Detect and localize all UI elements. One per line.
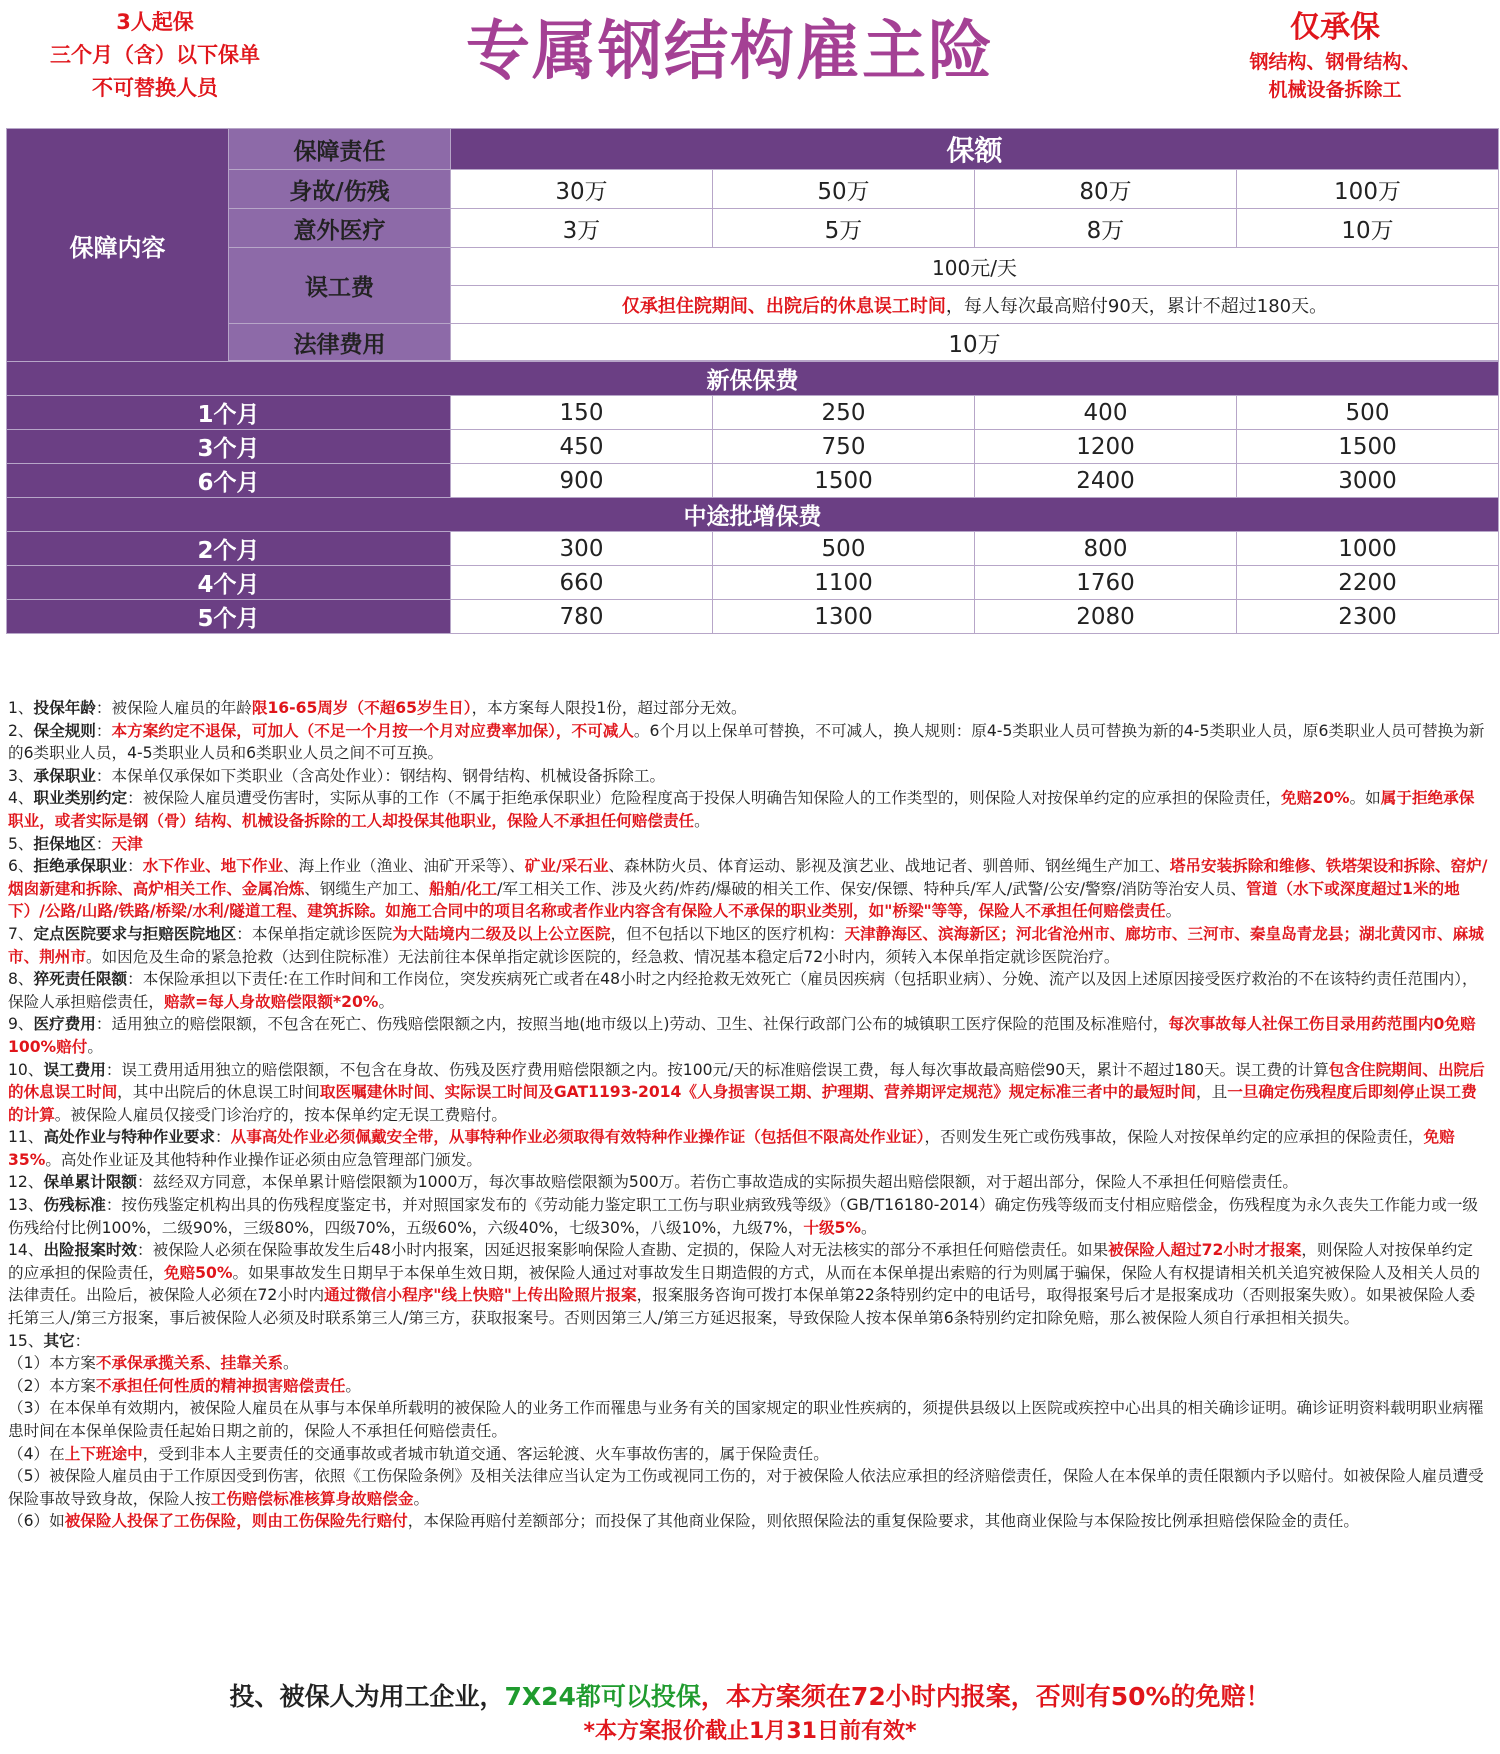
note-highlight: 免赔20%: [1281, 789, 1350, 808]
note-highlight: 不承保承揽关系、挂靠关系: [95, 1354, 284, 1373]
note-heading: 医疗费用: [33, 1015, 96, 1034]
cell-new-3m-3: 1200: [975, 430, 1237, 464]
note-heading: 拒保地区: [33, 834, 96, 853]
note-item: [8, 765, 1488, 788]
note-text: ：: [214, 1128, 231, 1147]
row-label-6m: 6个月: [7, 464, 451, 498]
note-item: [8, 1194, 1488, 1239]
note-heading: 保全规则: [33, 721, 96, 740]
note-text: 15、: [8, 1331, 44, 1350]
note-highlight: 不承担任何性质的精神损害赔偿责任: [95, 1376, 346, 1395]
note-item: [8, 833, 1488, 856]
cell-death-1: 30万: [451, 170, 713, 209]
section-mid-premium: 中途批增保费: [7, 498, 1499, 532]
row-label-5m: 5个月: [7, 600, 451, 634]
note-item: [8, 1397, 1488, 1442]
note-text: 。如因危及生命的紧急抢救（达到住院标准）无法前往本保单指定就诊医院的，经急救、情况基本稳定后72小时内，须转入本保单指定就诊医院治疗。: [85, 947, 1120, 966]
note-highlight: 从事高处作业必须佩戴安全带，从事特种作业必须取得有效特种作业操作证（包括但不限高处作业证）: [230, 1128, 925, 1147]
note-text: ，且: [1195, 1083, 1228, 1102]
note-highlight: 每次事故每人社保工伤目录用药范围内0免赔100%赔付: [8, 1015, 1476, 1056]
note-text: 7、: [8, 924, 34, 943]
footer-line-1: [0, 1678, 1500, 1716]
row-label-1m: 1个月: [7, 396, 451, 430]
note-highlight: 天津: [111, 834, 143, 853]
note-text: 。6个月以上保单可替换，不可减人，换人规则：原4-5类职业人员可替换为新的4-5类职业人员，原6类职业人员可替换为新的6类职业人员，4-5类职业人员和6类职业人员之间不可互换。: [8, 721, 1485, 763]
cell-mid-4m-4: 2200: [1237, 566, 1499, 600]
note-text: 6、: [8, 857, 34, 876]
note-text: 、钢缆生产加工、: [304, 879, 430, 898]
note-item: [8, 1465, 1488, 1510]
cell-mid-4m-3: 1760: [975, 566, 1237, 600]
note-text: ：被保险人雇员的年龄: [95, 699, 252, 717]
note-item: [8, 1059, 1488, 1127]
cell-lost-wages-rate: 100元/天: [451, 248, 1499, 286]
note-highlight: 十级5%: [803, 1218, 862, 1237]
note-text: ，其中出院后的休息误工时间: [117, 1083, 320, 1102]
cell-mid-4m-1: 660: [451, 566, 713, 600]
note-text: 。如: [1349, 789, 1381, 808]
note-item: [8, 1126, 1488, 1171]
footer-validity: *本方案报价截止1月31日前有效*: [583, 1719, 917, 1744]
note-heading: 猝死责任限额: [33, 970, 128, 989]
note-highlight: 水下作业、地下作业: [142, 857, 284, 876]
left-line-2: 三个月（含）以下保单: [50, 43, 260, 67]
col-header-amount: 保额: [451, 129, 1499, 170]
coverage-table: [6, 128, 1499, 634]
note-highlight: 天津静海区、滨海新区；河北省沧州市、廊坊市、三河市、秦皇岛青龙县；湖北黄冈市、麻城市、荆州市: [8, 924, 1484, 966]
note-text: 。: [87, 1037, 103, 1056]
cell-new-6m-1: 900: [451, 464, 713, 498]
note-text: 8、: [8, 970, 34, 989]
section-new-premium: 新保保费: [7, 362, 1499, 396]
min-insured-note: [40, 6, 270, 105]
left-line-1: 3人起保: [116, 10, 194, 34]
note-text: 12、: [8, 1173, 44, 1192]
note-text: ：本保单指定就诊医院: [236, 924, 393, 943]
note-text: ，受到非本人主要责任的交通事故或者城市轨道交通、客运轮渡、火车事故伤害的，属于保险责任。: [142, 1444, 829, 1463]
left-line-3: 不可替换人员: [92, 76, 218, 100]
note-heading: 其它: [43, 1331, 75, 1350]
note-item: [8, 1443, 1488, 1466]
footer: [0, 1678, 1500, 1748]
note-text: （4）在: [8, 1444, 65, 1463]
note-text: 、森林防火员、体育运动、影视及演艺业、战地记者、驯兽师、钢丝绳生产加工、: [608, 857, 1170, 876]
cell-new-6m-4: 3000: [1237, 464, 1499, 498]
note-text: ，否则发生死亡或伤残事故，保险人对按保单约定的应承担的保险责任，: [924, 1128, 1424, 1147]
note-item: [8, 1171, 1488, 1194]
footer-text-red: ，本方案须在72小时内报案，否则有50%的免赔！: [700, 1682, 1271, 1711]
row-label-lost-wages: 误工费: [229, 248, 451, 324]
header: [0, 0, 1500, 130]
cell-new-3m-2: 750: [713, 430, 975, 464]
section-label-coverage: 保障内容: [7, 129, 229, 362]
note-text: （3）在本保单有效期内，被保险人雇员在从事与本保单所载明的被保险人的业务工作而罹患与业务有关的国家规定的职业性疾病的，须提供县级以上医院或疾控中心出具的相关确诊证明。确诊证明资料载明职业病罹患时间在本保单保险责任起始日期之前的，保险人不承担任何赔偿责任。: [8, 1399, 1484, 1440]
cell-death-4: 100万: [1237, 170, 1499, 209]
row-label-2m: 2个月: [7, 532, 451, 566]
note-text: （1）本方案: [8, 1354, 96, 1373]
note-text: 4、: [8, 789, 34, 808]
cell-medical-1: 3万: [451, 209, 713, 248]
note-text: 11、: [8, 1128, 44, 1147]
note-highlight: 一旦确定伤残程度后即刻停止误工费的计算: [8, 1083, 1477, 1124]
note-heading: 投保年龄: [33, 699, 96, 717]
note-text: 5、: [8, 834, 34, 853]
note-text: ：误工费用适用独立的赔偿限额，不包含在身故、伤残及医疗费用赔偿限额之内。按100元/天的标准赔偿误工费，每人每次事故最高赔偿90天，累计不超过180天。误工费的计算: [105, 1060, 1329, 1079]
note-text: ：本保单仅承保如下类职业（含高处作业）：钢结构、钢骨结构、机械设备拆除工。: [95, 766, 666, 785]
page-title: 专属钢结构雇主险: [466, 15, 994, 89]
cell-mid-5m-2: 1300: [713, 600, 975, 634]
terms-notes: [8, 697, 1488, 1533]
cell-medical-2: 5万: [713, 209, 975, 248]
note-text: ：: [74, 1331, 91, 1350]
note-text: 。: [345, 1376, 362, 1395]
note-item: [8, 720, 1488, 765]
note-text: ：按伤残鉴定机构出具的伤残程度鉴定书，并对照国家发布的《劳动能力鉴定职工工伤与职业病致残等级》（GB/T16180-2014）确定伤残等级而支付相应赔偿金，伤残程度为永久丧失工作能力或一级伤残给付比例100%，二级90%，三级80%，四级70%，五级60%，六级40%，七级30%，八级10%，九级7%，: [8, 1196, 1479, 1237]
note-text: ，报案服务咨询可拨打本保单第22条特别约定中的电话号，取得报案号后才是报案成功（否则报案失败）。如果被保险人委托第三人/第三方报案，事后被保险人必须及时联系第三人/第三方，获取报案号。否则因第三人/第三方延迟报案，导致保险人按本保单第6条特别约定扣除免赔，那么被保险人须自行承担相关损失。: [8, 1286, 1476, 1328]
note-item: [8, 968, 1488, 1013]
note-highlight: 被保险人投保了工伤保险，则由工伤保险先行赔付: [64, 1512, 408, 1531]
note-text: （6）如: [8, 1512, 65, 1531]
lost-wages-highlight: 仅承担住院期间、出院后的休息误工时间: [621, 295, 946, 317]
note-highlight: 取医嘱建休时间、实际误工时间及GAT1193-2014《人身损害误工期、护理期、营养期评定规范》规定标准三者中的最短时间: [319, 1083, 1196, 1102]
note-heading: 出险报案时效: [43, 1241, 138, 1260]
cell-lost-wages-terms: [451, 286, 1499, 324]
cell-medical-4: 10万: [1237, 209, 1499, 248]
right-line-2: 机械设备拆除工: [1268, 79, 1402, 101]
note-text: 。: [1165, 902, 1182, 921]
row-label-3m: 3个月: [7, 430, 451, 464]
note-text: ，本保险再赔付差额部分；而投保了其他商业保险，则依照保险法的重复保险要求，其他商业保险与本保险按比例承担赔偿保险金的责任。: [407, 1512, 1360, 1531]
note-item: [8, 1013, 1488, 1058]
note-text: 2、: [8, 721, 34, 740]
note-text: 。被保险人雇员仅接受门诊治疗的，按本保单约定无误工费赔付。: [54, 1105, 508, 1124]
note-text: ，本方案每人限投1份，超过部分无效。: [471, 699, 747, 717]
cell-new-3m-4: 1500: [1237, 430, 1499, 464]
footer-text-green: 7X24都可以投保: [504, 1682, 701, 1711]
note-heading: 职业类别约定: [33, 789, 128, 808]
note-highlight: 管道（水下或深度超过1米的地下）/公路/山路/铁路/桥梁/水利/隧道工程、建筑拆除。如施工合同中的项目名称或者作业内容含有保险人不承保的职业类别，如"桥梁"等等，保险人不承担任何赔偿责任: [8, 879, 1460, 921]
note-item: [8, 1510, 1488, 1533]
note-heading: 拒绝承保职业: [33, 857, 128, 876]
note-highlight: 属于拒绝承保职业，或者实际是钢（骨）结构、机械设备拆除的工人却投保其他职业，保险人不承担任何赔偿责任: [8, 789, 1475, 830]
coverage-scope-note: [1210, 8, 1460, 104]
note-item: [8, 1239, 1488, 1329]
note-text: 。: [283, 1354, 299, 1373]
col-header-liability: 保障责任: [229, 129, 451, 170]
note-highlight: 包含住院期间、出院后的休息误工时间: [8, 1060, 1485, 1102]
row-label-death: 身故/伤残: [229, 170, 451, 209]
note-text: 13、: [8, 1196, 44, 1215]
cell-new-1m-1: 150: [451, 396, 713, 430]
note-text: 、海上作业（渔业、油矿开采等）、: [283, 857, 525, 876]
note-text: 。: [694, 811, 710, 830]
cell-new-1m-2: 250: [713, 396, 975, 430]
note-heading: 伤残标准: [43, 1196, 106, 1215]
note-item: [8, 855, 1488, 923]
note-item: [8, 1330, 1488, 1353]
note-text: 。: [378, 992, 395, 1011]
note-text: 。如果事故发生日期早于本保单生效日期，被保险人通过对事故发生日期造假的方式，从而在本保单提出索赔的行为则属于骗保，保险人有权提请相关机关追究被保险人及相关人员的法律责任。出险后，被保险人必须在72小时内: [8, 1263, 1480, 1305]
note-text: ：被保险人雇员遭受伤害时，实际从事的工作（不属于拒绝承保职业）危险程度高于投保人明确告知保险人的工作类型的，则保险人对按保单约定的应承担的保险责任，: [127, 789, 1282, 808]
note-heading: 误工费用: [43, 1060, 106, 1079]
note-text: ：: [127, 857, 143, 876]
note-text: 10、: [8, 1060, 44, 1079]
cell-mid-2m-1: 300: [451, 532, 713, 566]
cell-mid-2m-4: 1000: [1237, 532, 1499, 566]
cell-mid-4m-2: 1100: [713, 566, 975, 600]
note-highlight: 为大陆境内二级及以上公立医院: [392, 924, 611, 943]
cell-new-6m-2: 1500: [713, 464, 975, 498]
note-highlight: 限16-65周岁（不超65岁生日）: [251, 699, 472, 717]
cell-new-3m-1: 450: [451, 430, 713, 464]
lost-wages-rest: ，每人每次最高赔付90天，累计不超过180天。: [945, 295, 1328, 317]
note-item: [8, 923, 1488, 968]
row-label-medical: 意外医疗: [229, 209, 451, 248]
note-heading: 定点医院要求与拒赔医院地区: [33, 924, 237, 943]
note-text: （5）被保险人雇员由于工作原因受到伤害，依照《工伤保险条例》及相关法律应当认定为工伤或视同工伤的，对于被保险人依法应承担的经济赔偿责任，保险人在本保单的责任限额内予以赔付。如被保险人雇员遭受保险事故导致身故，保险人按: [8, 1467, 1484, 1508]
note-item: [8, 697, 1488, 720]
note-highlight: 本方案约定不退保，可加人（不足一个月按一个月对应费率加保），不可减人: [111, 721, 634, 740]
cell-mid-5m-3: 2080: [975, 600, 1237, 634]
note-text: 14、: [8, 1241, 44, 1260]
note-heading: 保单累计限额: [43, 1173, 138, 1192]
note-highlight: 免赔35%: [8, 1128, 1455, 1169]
note-text: ：本保险承担以下责任:在工作时间和工作岗位，突发疾病死亡或者在48小时之内经抢救无效死亡（雇员因疾病（包括职业病）、分娩、流产以及因上述原因接受医疗救治的不在该特约责任范围内），保险人承担赔偿责任，: [8, 970, 1478, 1011]
note-item: [8, 1375, 1488, 1398]
note-highlight: 矿业/采石业: [524, 857, 609, 876]
note-text: ：: [95, 834, 112, 853]
note-text: 9、: [8, 1015, 34, 1034]
cell-new-6m-3: 2400: [975, 464, 1237, 498]
note-item: [8, 787, 1488, 832]
note-text: 3、: [8, 766, 34, 785]
note-text: ，则保险人对按保单约定的应承担的保险责任，: [8, 1241, 1473, 1282]
cell-medical-3: 8万: [975, 209, 1237, 248]
note-text: 1、: [8, 699, 34, 717]
note-highlight: 船舶/化工: [429, 879, 498, 898]
cell-new-1m-4: 500: [1237, 396, 1499, 430]
note-text: 。高处作业证及其他特种作业操作证必须由应急管理部门颁发。: [45, 1150, 482, 1169]
cell-mid-2m-2: 500: [713, 532, 975, 566]
note-heading: 承保职业: [33, 766, 96, 785]
right-title: 仅承保: [1290, 10, 1380, 45]
note-heading: 高处作业与特种作业要求: [43, 1128, 215, 1147]
cell-death-3: 80万: [975, 170, 1237, 209]
note-item: [8, 1352, 1488, 1375]
note-highlight: 上下班途中: [64, 1444, 143, 1463]
note-highlight: 赔款=每人身故赔偿限额*20%: [163, 992, 379, 1011]
note-highlight: 塔吊安装拆除和维修、铁塔架设和拆除、窑炉/烟囱新建和拆除、高炉相关工作、金属冶炼: [8, 857, 1488, 898]
note-text: 。: [413, 1489, 430, 1508]
note-text: ：兹经双方同意，本保单累计赔偿限额为1000万，每次事故赔偿限额为500万。若伤亡事故造成的实际损失超出赔偿限额，对于超出部分，保险人不承担任何赔偿责任。: [137, 1173, 1299, 1192]
note-text: 。: [861, 1218, 877, 1237]
cell-legal: 10万: [451, 324, 1499, 361]
note-highlight: 工伤赔偿标准核算身故赔偿金: [210, 1489, 414, 1508]
note-text: （2）本方案: [8, 1376, 96, 1395]
footer-text-a: 投、被保人为用工企业，: [229, 1682, 505, 1711]
row-label-4m: 4个月: [7, 566, 451, 600]
note-highlight: 免赔50%: [163, 1263, 233, 1282]
cell-death-2: 50万: [713, 170, 975, 209]
note-text: ：适用独立的赔偿限额，不包含在死亡、伤残赔偿限额之内，按照当地(地市级以上)劳动、卫生、社保行政部门公布的城镇职工医疗保险的范围及标准赔付，: [95, 1015, 1169, 1034]
note-text: ：: [95, 721, 112, 740]
right-line-1: 钢结构、钢骨结构、: [1249, 51, 1421, 73]
cell-new-1m-3: 400: [975, 396, 1237, 430]
note-text: ：被保险人必须在保险事故发生后48小时内报案，因延迟报案影响保险人查勘、定损的，保险人对无法核实的部分不承担任何赔偿责任。如果: [137, 1241, 1109, 1260]
row-label-legal: 法律费用: [229, 324, 451, 361]
note-highlight: 通过微信小程序"线上快赔"上传出险照片报案: [324, 1286, 637, 1305]
cell-mid-2m-3: 800: [975, 532, 1237, 566]
cell-mid-5m-4: 2300: [1237, 600, 1499, 634]
note-text: ，但不包括以下地区的医疗机构：: [610, 924, 845, 943]
note-highlight: 被保险人超过72小时才报案: [1108, 1241, 1302, 1260]
cell-mid-5m-1: 780: [451, 600, 713, 634]
note-text: /军工相关工作、涉及火药/炸药/爆破的相关工作、保安/保镖、特种兵/军人/武警/公安/警察/消防等治安人员、: [497, 879, 1247, 898]
